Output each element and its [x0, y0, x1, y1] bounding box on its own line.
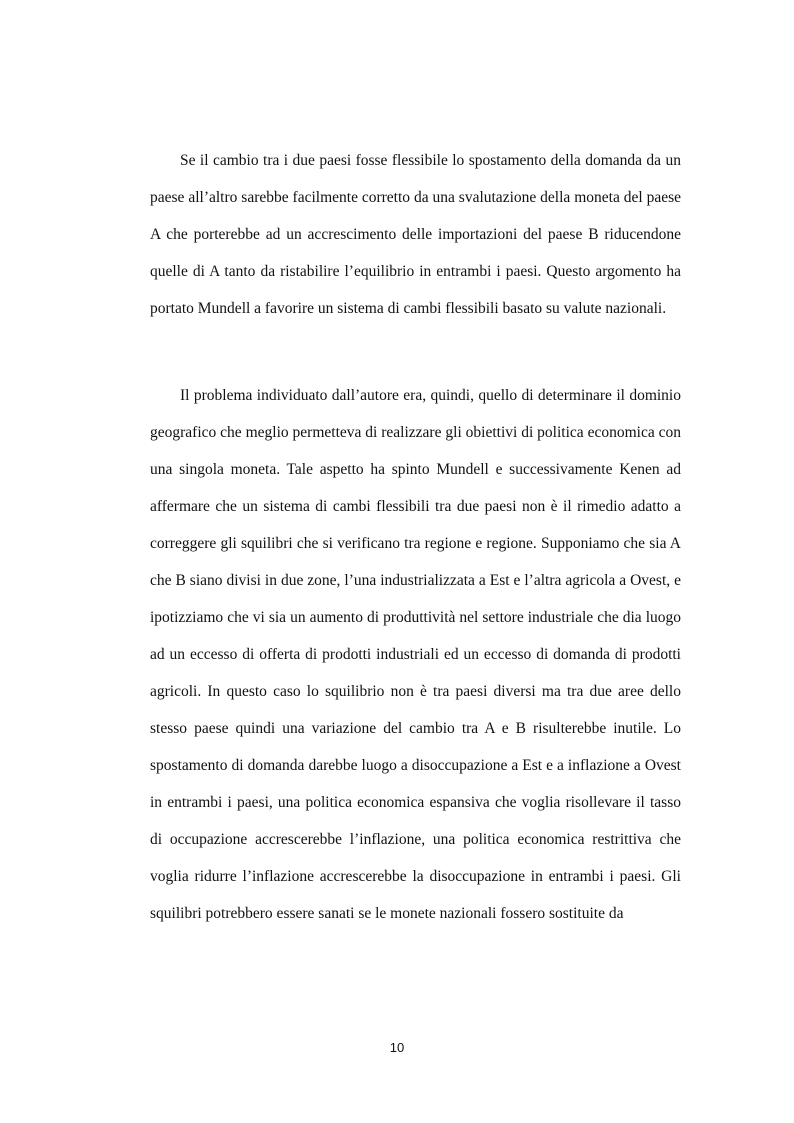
body-paragraph-2: Il problema individuato dall’autore era, quindi, quello di determinare il dominio geografico che meglio permetteva di realizzare gli obiettivi di politica economica con una singola moneta. Tale aspetto ha spinto Mundell e successivamente Kenen ad affermare che un sistema di cambi flessibili tra due paesi non è il rimedio adatto a correggere gli squilibri che si verificano tra regione e regione. Supponiamo che sia A che B siano divisi in due zone, l’una industrializzata a Est e l’altra agricola a Ovest, e ipotizziamo che vi sia un aumento di produttività nel settore industriale che dia luogo ad un eccesso di offerta di prodotti industriali ed un eccesso di domanda di prodotti agricoli. In questo caso lo squilibrio non è tra paesi diversi ma tra due aree dello stesso paese quindi una variazione del cambio tra A e B risulterebbe inutile. Lo spostamento di domanda darebbe luogo a disoccupazione a Est e a inflazione a Ovest in entrambi i paesi, una politica economica espansiva che voglia risollevare il tasso di occupazione accrescerebbe l’inflazione, una politica economica restrittiva che voglia ridurre l’inflazione accrescerebbe la disoccupazione in entrambi i paesi. Gli squilibri potrebbero essere sanati se le monete nazionali fossero sostituite da [150, 387, 681, 922]
page-number: 10 [389, 1040, 405, 1055]
body-paragraph-1: Se il cambio tra i due paesi fosse flessibile lo spostamento della domanda da un paese all’altro sarebbe facilmente corretto da una svalutazione della moneta del paese A che porterebbe ad un accrescimento delle importazioni del paese B riducendone quelle di A tanto da ristabilire l’equilibrio in entrambi i paesi. Questo argomento ha portato Mundell a favorire un sistema di cambi flessibili basato su valute nazionali. [150, 152, 681, 317]
